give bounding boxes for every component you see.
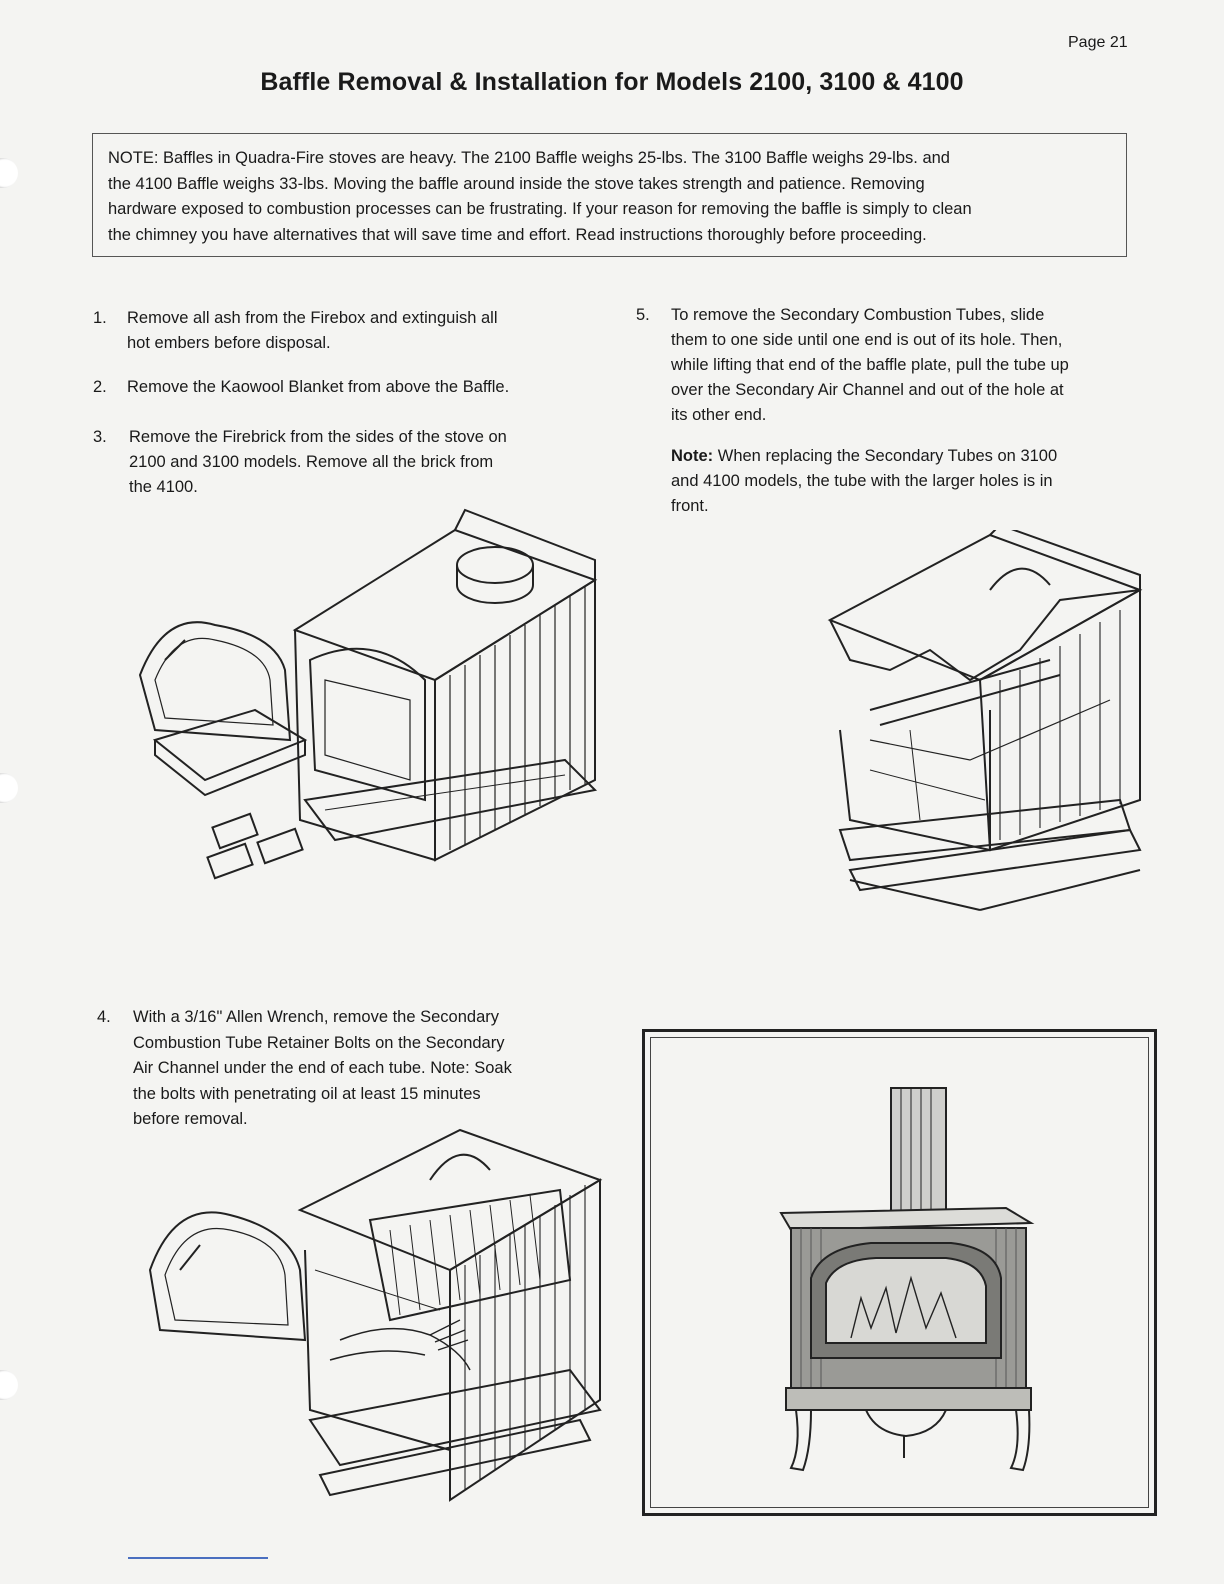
step-line: Combustion Tube Retainer Bolts on the Secondary — [133, 1033, 505, 1052]
step-line: 2100 and 3100 models. Remove all the brick from — [129, 453, 494, 471]
step-line: Air Channel under the end of each tube. Note: Soak — [133, 1059, 512, 1077]
footer-rule — [128, 1557, 268, 1559]
page-title: Baffle Removal & Installation for Models 2100, 3100 & 4100 — [260, 68, 964, 96]
figure-frame-inner — [650, 1037, 1149, 1508]
figure-stove-wrench — [130, 1120, 610, 1530]
step-line: before removal. — [133, 1110, 248, 1128]
step-line: hot embers before disposal. — [127, 334, 331, 352]
step-number: 5. — [636, 306, 650, 324]
step-line: the bolts with penetrating oil at least 15 minutes — [133, 1084, 481, 1103]
step-line: while lifting that end of the baffle plate, pull the tube up — [671, 356, 1069, 374]
step-line: them to one side until one end is out of its hole. Then, — [671, 331, 1063, 349]
step-number: 2. — [93, 378, 107, 396]
step-line: and 4100 models, the tube with the larger holes is in — [671, 472, 1053, 490]
step-number: 1. — [93, 309, 107, 327]
step-line: Remove the Firebrick from the sides of the stove on — [129, 428, 507, 446]
punch-hole — [0, 773, 18, 803]
page-number: Page 21 — [1068, 34, 1128, 51]
step-line: front. — [671, 497, 709, 515]
step-line: Remove all ash from the Firebox and extinguish all — [127, 309, 498, 327]
step-5-note — [671, 444, 1151, 519]
note-line: the 4100 Baffle weighs 33-lbs. Moving the baffle around inside the stove takes strength and patience. Removing — [108, 174, 925, 193]
note-line: the chimney you have alternatives that will save time and effort. Read instructions thoroughly before proceeding. — [108, 225, 927, 244]
step-line: Remove the Kaowool Blanket from above the Baffle. — [127, 378, 510, 396]
note-line: NOTE: Baffles in Quadra-Fire stoves are heavy. The 2100 Baffle weighs 25-lbs. The 3100 Baffle weighs 29-lbs. and — [108, 149, 950, 167]
step-number: 3. — [93, 428, 107, 446]
punch-hole — [0, 158, 18, 188]
step-line: When replacing the Secondary Tubes on 3100 — [713, 447, 1058, 465]
figure-stove-cutaway — [810, 530, 1150, 940]
punch-hole — [0, 1370, 18, 1400]
note-box — [92, 133, 1127, 257]
figure-frame — [642, 1029, 1157, 1516]
step-line: With a 3/16" Allen Wrench, remove the Secondary — [133, 1008, 499, 1026]
note-label: Note: — [671, 447, 714, 465]
figure-assembled-stove — [651, 1038, 1154, 1513]
step-line: the 4100. — [129, 478, 198, 496]
step-number: 4. — [97, 1008, 111, 1026]
note-line: hardware exposed to combustion processes can be frustrating. If your reason for removing the baffle is simply to clean — [108, 200, 972, 218]
step-line: over the Secondary Air Channel and out of the hole at — [671, 381, 1064, 399]
figure-stove-door-open — [125, 500, 605, 890]
step-line: To remove the Secondary Combustion Tubes, slide — [671, 306, 1045, 324]
step-line: its other end. — [671, 406, 767, 424]
